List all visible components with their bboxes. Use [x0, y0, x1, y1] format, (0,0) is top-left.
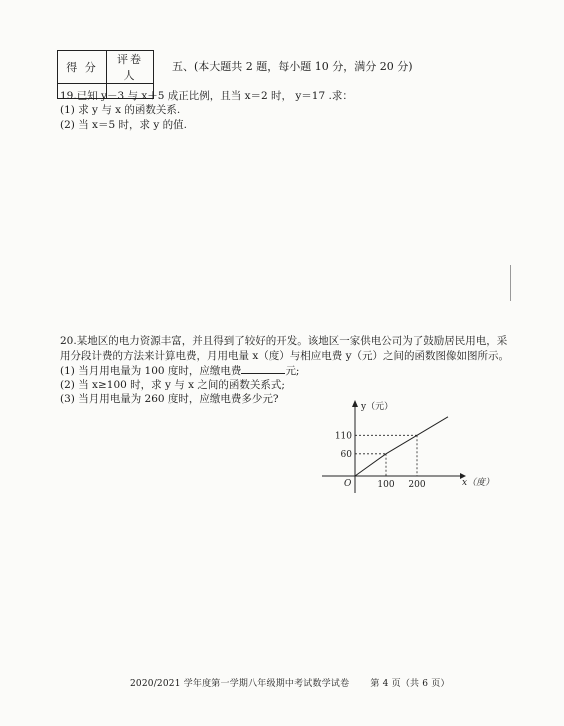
q20-part1 [60, 363, 299, 378]
q19-part2: (2) 当 x＝5 时，求 y 的值. [60, 119, 187, 131]
q20-part1-unit: 元; [285, 365, 300, 377]
score-header: 得 分 [58, 51, 107, 84]
x-tick-label: 100 [377, 480, 395, 490]
q20-part1-text: (1) 当月用电量为 100 度时，应缴电费 [60, 365, 242, 377]
answer-blank [241, 363, 285, 374]
y-tick-label: 60 [340, 449, 352, 460]
exam-title: 2020/2021 学年度第一学期八年级期中考试数学试卷 [130, 679, 350, 689]
electricity-fee-graph [322, 397, 502, 497]
y-axis-label: y（元） [361, 402, 394, 412]
section-title: 五、(本大题共 2 题，每小题 10 分，满分 20 分) [172, 60, 413, 73]
series-line [355, 417, 448, 476]
grader-header: 评卷人 [107, 51, 154, 84]
y-axis-arrow [352, 400, 358, 407]
q20-stem-line1: 20.某地区的电力资源丰富，并且得到了较好的开发。该地区一家供电公司为了鼓励居民用电，采 [60, 335, 508, 347]
x-tick-label: 200 [408, 480, 426, 490]
q19-stem: 19.已知 y－3 与 x＋5 成正比例，且当 x＝2 时， y＝17 .求： [60, 90, 353, 102]
origin-label: O [344, 479, 352, 489]
x-axis-label: x（度） [462, 478, 495, 488]
q19-part1: (1) 求 y 与 x 的函数关系. [60, 104, 181, 116]
scan-edge-mark [510, 265, 511, 301]
q20-part3: (3) 当月用电量为 260 度时，应缴电费多少元? [60, 393, 279, 405]
page-footer [130, 676, 468, 689]
q20-stem-line2: 用分段计费的方法来计算电费，月用电量 x（度）与相应电费 y（元）之间的函数图像如图所示。 [60, 350, 510, 362]
q20-part2: (2) 当 x≥100 时，求 y 与 x 之间的函数关系式; [60, 379, 285, 391]
y-tick-label: 110 [334, 431, 352, 442]
page-number: 第 4 页（共 6 页） [370, 679, 450, 689]
